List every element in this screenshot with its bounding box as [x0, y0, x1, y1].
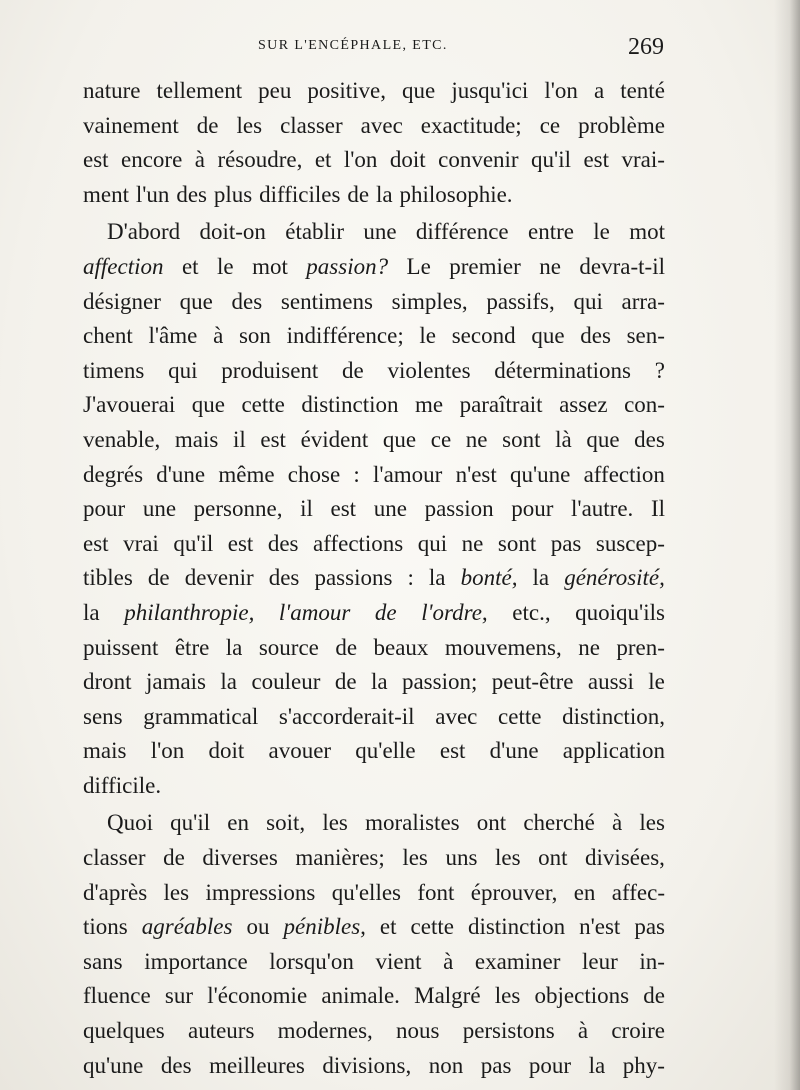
word: le	[648, 669, 665, 695]
word: et	[181, 253, 199, 279]
word: positive,	[307, 78, 386, 103]
word: pour	[83, 496, 126, 522]
word: personne,	[193, 496, 283, 522]
italic-word: affection	[83, 253, 164, 279]
word: importance	[144, 948, 248, 974]
word: beaux	[373, 634, 429, 660]
word: Il	[650, 496, 665, 522]
word: n'est	[455, 461, 497, 487]
word: la	[225, 634, 243, 660]
word: meilleures	[209, 1052, 305, 1078]
text-line	[83, 806, 665, 841]
word: chent	[83, 323, 133, 349]
word: il	[232, 426, 246, 452]
word: est	[583, 147, 609, 173]
word: ne	[465, 426, 488, 452]
word: quoiqu'ils	[575, 599, 665, 625]
word: passion;	[401, 669, 478, 695]
word: timens	[83, 357, 145, 383]
word: s'accorderait-il	[278, 703, 415, 729]
word: cette	[241, 392, 285, 418]
word: le	[217, 253, 234, 279]
word: encore	[121, 147, 183, 173]
word: modernes,	[277, 1018, 373, 1044]
word: plus	[213, 181, 253, 207]
word: établir	[285, 219, 344, 245]
word: exactitude;	[420, 112, 522, 138]
word: divisions,	[322, 1052, 412, 1078]
word: à	[612, 810, 623, 836]
text-line	[83, 1014, 665, 1049]
word: qui	[168, 357, 198, 383]
text-line	[83, 250, 665, 285]
word: affection	[583, 461, 665, 487]
word: in-	[639, 948, 665, 974]
word: objections	[534, 983, 630, 1009]
word: pas	[480, 1052, 512, 1078]
word: de	[163, 845, 185, 871]
word: ne	[461, 530, 484, 556]
word: ont	[476, 810, 507, 836]
word: non	[428, 1052, 464, 1078]
word: couleur	[251, 669, 321, 695]
text-line	[83, 74, 665, 109]
word: l'amour	[373, 461, 443, 487]
word: est	[83, 147, 109, 173]
word: examiner	[474, 948, 561, 974]
word: impressions	[205, 879, 316, 905]
text-line	[83, 841, 665, 876]
word: de	[334, 669, 357, 695]
word: doit-on	[199, 219, 266, 245]
word: que	[531, 323, 565, 349]
word: J'avouerai	[83, 392, 176, 418]
word: des	[634, 426, 665, 452]
word: les	[163, 879, 190, 905]
word: ?	[654, 357, 665, 383]
word: Quoi	[107, 810, 153, 836]
page-edge-shadow	[774, 0, 800, 1090]
word: leur	[582, 948, 618, 974]
word: en	[227, 810, 249, 836]
word: premier	[449, 253, 521, 279]
text-line	[83, 458, 665, 493]
word: que	[586, 426, 620, 452]
word: déterminations	[494, 357, 631, 383]
word: la	[428, 565, 446, 591]
word: est	[260, 426, 286, 452]
word: avouer	[268, 738, 332, 764]
word: diverses	[202, 845, 278, 871]
word: application	[562, 738, 665, 764]
text-line	[83, 979, 665, 1014]
word: suscep-	[595, 530, 665, 556]
word: degrés	[83, 461, 144, 487]
italic-word: de	[374, 599, 397, 625]
word: évident	[300, 426, 369, 452]
word: affec-	[611, 879, 665, 905]
text-line	[83, 596, 665, 631]
word: mouvemens,	[444, 634, 562, 660]
word: entre	[527, 219, 574, 245]
word: second	[451, 323, 516, 349]
word: ou	[246, 914, 270, 940]
word: les	[494, 845, 521, 871]
word: l'on	[544, 78, 578, 103]
word: que	[191, 392, 225, 418]
word: problème	[578, 112, 665, 138]
word: peu	[258, 78, 292, 103]
word: les	[494, 983, 521, 1009]
word: l'on	[150, 738, 185, 764]
word: qu'il	[170, 810, 211, 836]
word: à	[194, 147, 205, 173]
word: est	[439, 738, 466, 764]
word: qu'une	[510, 461, 571, 487]
word: éprouver,	[470, 879, 558, 905]
text-line	[83, 215, 665, 250]
word: de	[643, 983, 665, 1009]
word: sur	[164, 983, 194, 1009]
word: de	[347, 181, 370, 207]
word: de	[335, 634, 358, 660]
word: distinction,	[562, 703, 665, 729]
word: doit	[208, 738, 245, 764]
word: qu'une	[83, 1052, 144, 1078]
word: la	[220, 669, 238, 695]
italic-word: agréables	[141, 914, 233, 940]
word: animale.	[321, 983, 400, 1009]
word: affections	[313, 530, 404, 556]
word: l'autre.	[571, 496, 634, 522]
word: devra-t-il	[579, 253, 665, 279]
word: pren-	[616, 634, 665, 660]
word: les	[402, 845, 428, 871]
word: la	[83, 599, 100, 625]
word: sen-	[626, 323, 665, 349]
word: a	[593, 78, 605, 103]
word: l'âme	[148, 323, 198, 349]
running-head: SUR L'ENCÉPHALE, ETC.	[258, 38, 448, 53]
word: mais	[83, 738, 127, 764]
word: des	[231, 288, 263, 314]
word: simples,	[391, 288, 468, 314]
word: distinction	[301, 392, 399, 418]
word: d'une	[489, 738, 539, 764]
word: classer	[83, 845, 146, 871]
word: tenté	[620, 78, 665, 103]
word: ce	[539, 112, 561, 138]
word: résoudre,	[217, 147, 303, 173]
word: il	[300, 496, 313, 522]
page-number: 269	[628, 34, 664, 60]
text-line	[83, 527, 665, 562]
word: paraîtrait	[459, 392, 543, 418]
word: ont	[538, 845, 568, 871]
italic-word: générosité,	[564, 565, 665, 591]
body-text	[83, 74, 665, 1083]
word: mot	[252, 253, 288, 279]
word: de	[147, 565, 170, 591]
italic-word: pénibles,	[283, 914, 366, 940]
word: moralistes	[365, 810, 460, 836]
word: divisées,	[585, 845, 665, 871]
word: nous	[396, 1018, 440, 1044]
word: d'après	[83, 879, 148, 905]
text-line	[83, 178, 665, 213]
word: nature	[83, 78, 141, 103]
word: soit,	[266, 810, 306, 836]
word: violentes	[387, 357, 471, 383]
word: persistons	[462, 1018, 555, 1044]
word: auteurs	[187, 1018, 255, 1044]
word: chose	[287, 461, 341, 487]
word: jamais	[145, 669, 207, 695]
word: à	[213, 323, 224, 349]
word: est	[227, 530, 254, 556]
word: d'une	[156, 461, 206, 487]
word: des	[176, 181, 207, 207]
word: con-	[624, 392, 665, 418]
word: tibles	[83, 565, 133, 591]
word: jusqu'ici	[451, 78, 529, 103]
word: D'abord	[107, 219, 181, 245]
word: en	[573, 879, 596, 905]
word: mot	[629, 219, 665, 245]
word: peut-être	[491, 669, 574, 695]
word: tellement	[156, 78, 243, 103]
text-line	[83, 700, 665, 735]
word: une	[363, 219, 397, 245]
word: vrai	[123, 530, 159, 556]
word: les	[236, 112, 263, 138]
word: cherché	[523, 810, 595, 836]
italic-word: l'ordre,	[421, 599, 488, 625]
word: une	[373, 496, 407, 522]
word: est	[330, 496, 357, 522]
word: uns	[445, 845, 478, 871]
word: sens	[83, 703, 123, 729]
word: des	[268, 565, 300, 591]
word: distinction	[467, 914, 566, 940]
word: pas	[550, 530, 582, 556]
word: différence	[415, 219, 509, 245]
text-line	[83, 354, 665, 389]
word: sont	[502, 426, 541, 452]
word: difficile.	[83, 772, 162, 798]
word: devenir	[184, 565, 254, 591]
word: des	[267, 530, 299, 556]
text-line	[83, 1049, 665, 1084]
word: avec	[435, 703, 478, 729]
word: philosophie.	[399, 181, 513, 207]
word: que	[179, 288, 213, 314]
text-line	[83, 945, 665, 980]
word: croire	[611, 1018, 665, 1044]
word: vainement	[83, 112, 179, 138]
word: qu'il	[173, 530, 214, 556]
text-line	[83, 665, 665, 700]
word: ce	[430, 426, 452, 452]
word: manières;	[295, 845, 385, 871]
word: puissent	[83, 634, 159, 660]
word: des	[160, 1052, 192, 1078]
word: difficiles	[259, 181, 341, 207]
word: etc.,	[512, 599, 551, 625]
word: ne	[578, 634, 600, 660]
text-line	[83, 769, 665, 804]
word: les	[322, 810, 348, 836]
word: font	[417, 879, 455, 905]
word: la	[370, 669, 388, 695]
word: désigner	[83, 288, 161, 314]
text-line	[83, 423, 665, 458]
text-line	[83, 876, 665, 911]
word: le	[419, 323, 437, 349]
word: que	[402, 78, 436, 103]
word: de	[196, 112, 219, 138]
text-line	[83, 285, 665, 320]
word: avec	[360, 112, 403, 138]
word: vrai-	[621, 147, 665, 173]
word: Le	[406, 253, 431, 279]
word: qu'elle	[355, 738, 416, 764]
word: produisent	[221, 357, 319, 383]
word: arra-	[621, 288, 665, 314]
word: une	[142, 496, 177, 522]
word: de	[342, 357, 364, 383]
word: qui	[417, 530, 448, 556]
word: ne	[539, 253, 561, 279]
word: convenir	[438, 147, 519, 173]
word: à	[443, 948, 454, 974]
word: passifs,	[486, 288, 555, 314]
word: pour	[528, 1052, 572, 1078]
word: assez	[559, 392, 608, 418]
word: :	[353, 461, 360, 487]
word: cette	[410, 914, 454, 940]
text-line	[83, 910, 665, 945]
word: et	[379, 914, 397, 940]
text-line	[83, 734, 665, 769]
word: que	[382, 426, 417, 452]
word: cette	[498, 703, 542, 729]
text-line	[83, 631, 665, 666]
word: me	[414, 392, 444, 418]
word: source	[258, 634, 319, 660]
word: les	[639, 810, 665, 836]
word: qu'elles	[331, 879, 401, 905]
word: la	[375, 181, 393, 207]
word: même	[218, 461, 275, 487]
word: qui	[573, 288, 603, 314]
word: la	[532, 565, 550, 591]
word: et	[314, 147, 332, 173]
word: Malgré	[414, 983, 481, 1009]
word: passion	[424, 496, 494, 522]
word: la	[588, 1052, 606, 1078]
word: vient	[375, 948, 422, 974]
word: être	[174, 634, 210, 660]
word: le	[593, 219, 610, 245]
word: classer	[280, 112, 343, 138]
word: des	[580, 323, 611, 349]
word: son	[238, 323, 271, 349]
text-line	[83, 319, 665, 354]
word: à	[577, 1018, 589, 1044]
word: est	[83, 530, 109, 556]
word: indifférence;	[286, 323, 404, 349]
text-line	[83, 143, 665, 178]
word: venable,	[83, 426, 161, 452]
word: tions	[83, 914, 128, 940]
word: passions	[314, 565, 393, 591]
word: fluence	[83, 983, 151, 1009]
word: lorsqu'on	[269, 948, 354, 974]
word: n'est	[579, 914, 621, 940]
word: pour	[511, 496, 554, 522]
word: sans	[83, 948, 123, 974]
word: grammatical	[143, 703, 259, 729]
word: phy-	[622, 1052, 665, 1078]
word: là	[555, 426, 572, 452]
italic-word: l'amour	[278, 599, 351, 625]
word: l'économie	[207, 983, 308, 1009]
word: aussi	[587, 669, 634, 695]
word: ment	[83, 181, 129, 207]
word: quelques	[83, 1018, 165, 1044]
text-line	[83, 561, 665, 596]
italic-word: passion?	[306, 253, 389, 279]
word: l'on	[343, 147, 378, 173]
word: pas	[634, 914, 665, 940]
italic-word: bonté,	[460, 565, 518, 591]
word: sont	[497, 530, 537, 556]
word: doit	[389, 147, 426, 173]
word: mais	[174, 426, 219, 452]
word: l'un	[135, 181, 170, 207]
word: sentimens	[280, 288, 373, 314]
word: qu'il	[531, 147, 571, 173]
word: dront	[83, 669, 132, 695]
text-line	[83, 109, 665, 144]
text-line	[83, 492, 665, 527]
text-line	[83, 388, 665, 423]
italic-word: philanthropie,	[124, 599, 255, 625]
word: :	[407, 565, 414, 591]
